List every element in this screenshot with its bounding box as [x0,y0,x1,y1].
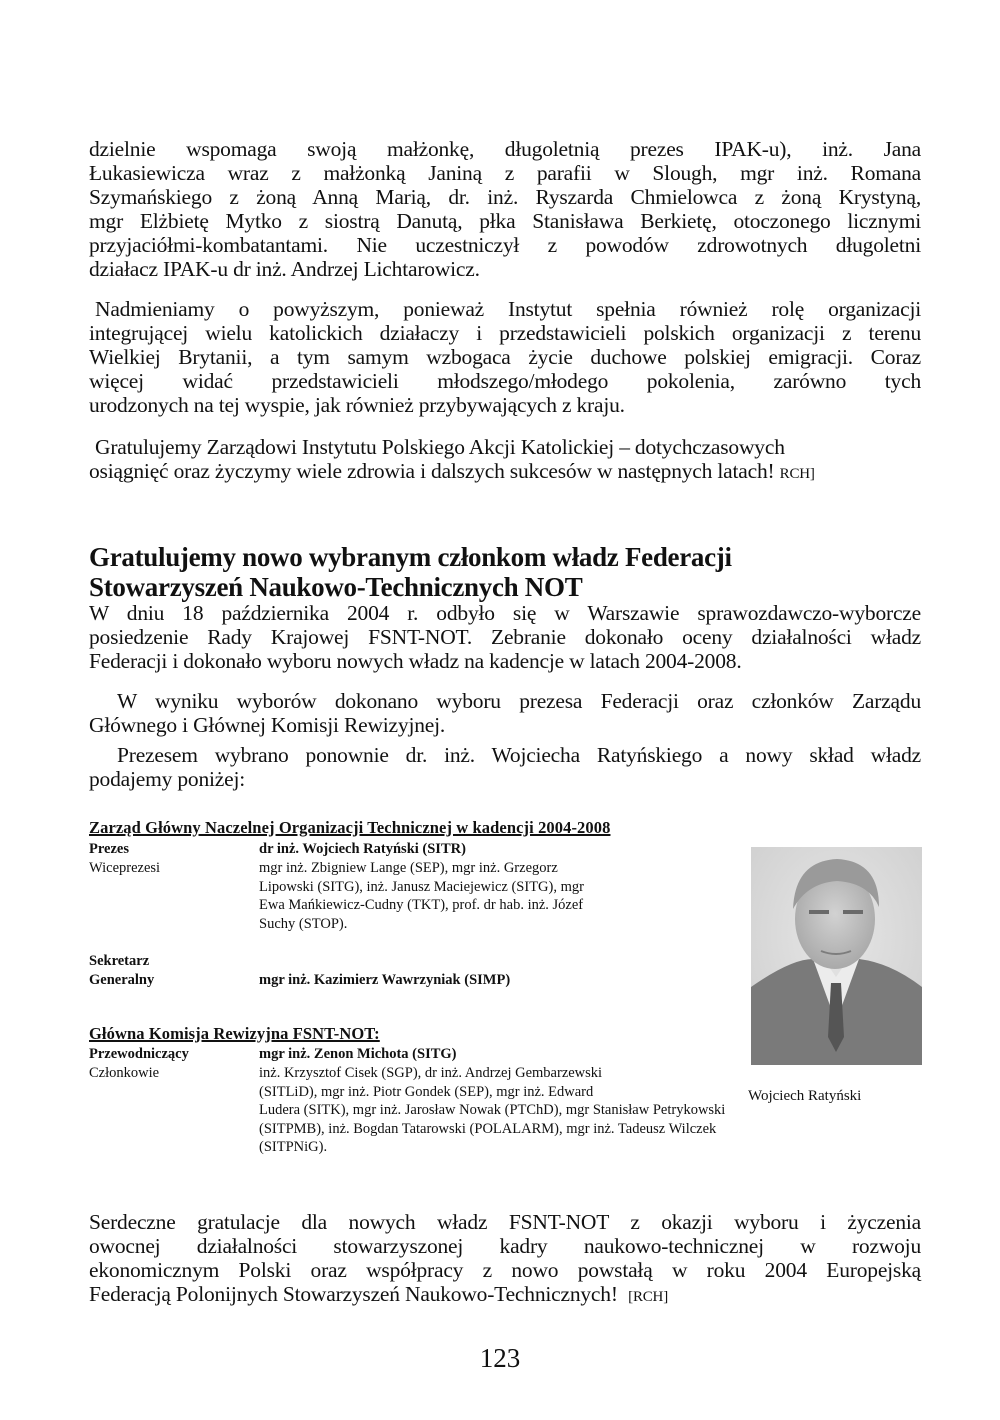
text-line: W dniu 18 października 2004 r. odbyło się w Warszawie sprawozdawczo-wyborcze [89,601,921,625]
article-heading [89,542,929,602]
text-line: owocnej działalności stowarzyszonej kadry naukowo-technicznej w rozwoju [89,1234,921,1258]
author-signature: [RCH] [628,1289,668,1305]
text-line: Szymańskiego z żoną Anną Marią, dr. inż. Ryszarda Chmielowca z żoną Krystyną, [89,185,921,209]
president-value: dr inż. Wojciech Ratyński (SITR) [259,841,466,857]
text-line: mgr Elżbietę Mytko z siostrą Danutą, płka Stanisława Berkietę, otoczonego licznymi [89,209,921,233]
vice-line: Suchy (STOP). [259,915,348,932]
heading-line: Stowarzyszeń Naukowo-Technicznych NOT [89,572,583,602]
president-label: Prezes [89,841,129,857]
text-line: ekonomicznym Polski oraz współpracy z nowo powstałą w roku 2004 Europejską [89,1258,921,1282]
member-line: (SITLiD), mgr inż. Piotr Gondek (SEP), mgr inż. Edward [259,1083,594,1100]
text-line: Federacji i dokonało wyboru nowych władz na kadencje w latach 2004-2008. [89,649,742,673]
board-president-row [89,840,729,860]
chair-label: Przewodniczący [89,1046,189,1062]
member-line: (SITPMB), inż. Bogdan Tatarowski (POLALARM), mgr inż. Tadeusz Wilczek [259,1120,717,1137]
author-signature: RCH] [779,466,815,482]
text-line: przyjaciółmi-kombatantami. Nie uczestniczył z powodów zdrowotnych długoletni [89,233,921,257]
text-line: Serdeczne gratulacje dla nowych władz FSNT-NOT z okazji wyboru i życzenia [89,1210,921,1234]
secretary-label-line: Generalny [89,971,155,988]
member-line: Ludera (SITK), mgr inż. Jarosław Nowak (PTChD), mgr Stanisław Petrykowski [259,1102,726,1118]
secretary-value: mgr inż. Kazimierz Wawrzyniak (SIMP) [259,972,511,988]
text-line: działacz IPAK-u dr inż. Andrzej Lichtarowicz. [89,257,480,281]
text-line: Głównego i Głównej Komisji Rewizyjnej. [89,713,446,737]
article-paragraph-1 [89,601,921,673]
text-line [89,459,921,486]
secretary-label-line: Sekretarz [89,953,150,969]
text-line: urodzonych na tej wyspie, jak również przybywających z kraju. [89,393,625,417]
vice-label: Wiceprezesi [89,860,161,876]
vice-line: Ewa Mańkiewicz-Cudny (TKT), prof. dr hab. inż. Józef [259,897,584,913]
text-line: Wielkiej Brytanii, a tym samym wzbogaca życie duchowe polskiej emigracji. Coraz [89,345,921,369]
text-line: Prezesem wybrano ponownie dr. inż. Wojciecha Ratyńskiego a nowy skład władz [117,743,921,767]
text-line: posiedzenie Rady Krajowej FSNT-NOT. Zebranie dokonało oceny działalności władz [89,625,921,649]
members-value [259,1064,725,1157]
text-line: W wyniku wyborów dokonano wyboru prezesa Federacji oraz członków Zarządu [117,689,921,713]
text-line [89,1282,921,1309]
members-label: Członkowie [89,1065,160,1081]
text-line: Nadmieniamy o powyższym, ponieważ Instytut spełnia również rolę organizacji [95,297,921,321]
secretary-label [89,952,249,989]
intro-paragraph-3 [89,435,921,486]
right-eye [843,910,863,914]
text-line: więcej widać przedstawicieli młodszego/młodego pokolenia, zarówno tych [89,369,921,393]
intro-paragraph-2 [89,297,921,417]
text-line-content: Federacją Polonijnych Stowarzyszeń Naukowo-Technicznych! [89,1282,618,1306]
portrait-photo [751,847,922,1065]
text-line: Gratulujemy Zarządowi Instytutu Polskiego Akcji Katolickiej – dotychczasowych [95,435,785,459]
audit-chair-row [89,1045,729,1065]
board-section-title: Zarząd Główny Naczelnej Organizacji Technicznej w kadencji 2004-2008 [89,818,611,837]
chair-value: mgr inż. Zenon Michota (SITG) [259,1046,457,1062]
text-line: dzielnie wspomaga swoją małżonkę, długoletnią prezes IPAK-u), inż. Jana [89,137,921,161]
page-number: 123 [479,1343,521,1373]
vice-line: mgr inż. Zbigniew Lange (SEP), mgr inż. Grzegorz [259,860,558,876]
article-paragraph-2 [89,689,921,737]
left-eye [809,910,829,914]
vice-line: Lipowski (SITG), inż. Janusz Maciejewicz (SITG), mgr [259,878,584,895]
text-line: integrującej wielu katolickich działaczy i przedstawicieli polskich organizacji z terenu [89,321,921,345]
board-vice-row [89,859,729,939]
audit-members-row [89,1064,919,1164]
audit-section-title: Główna Komisja Rewizyjna FSNT-NOT: [89,1024,380,1043]
text-line: Łukasiewicza wraz z małżonką Janiną z parafii w Slough, mgr inż. Romana [89,161,921,185]
board-secretary-row [89,952,729,992]
intro-paragraph-1 [89,137,921,281]
heading-line: Gratulujemy nowo wybranym członkom władz Federacji [89,542,732,572]
text-line: podajemy poniżej: [89,767,246,791]
closing-paragraph [89,1210,921,1309]
article-paragraph-3 [89,743,921,791]
photo-caption: Wojciech Ratyński [748,1088,862,1104]
text-line-content: osiągnięć oraz życzymy wiele zdrowia i dalszych sukcesów w następnych latach! [89,459,775,483]
member-line: inż. Krzysztof Cisek (SGP), dr inż. Andrzej Gembarzewski [259,1065,603,1081]
vice-value [259,859,584,933]
member-line: (SITPNiG). [259,1139,328,1155]
portrait-illustration [751,847,922,1065]
